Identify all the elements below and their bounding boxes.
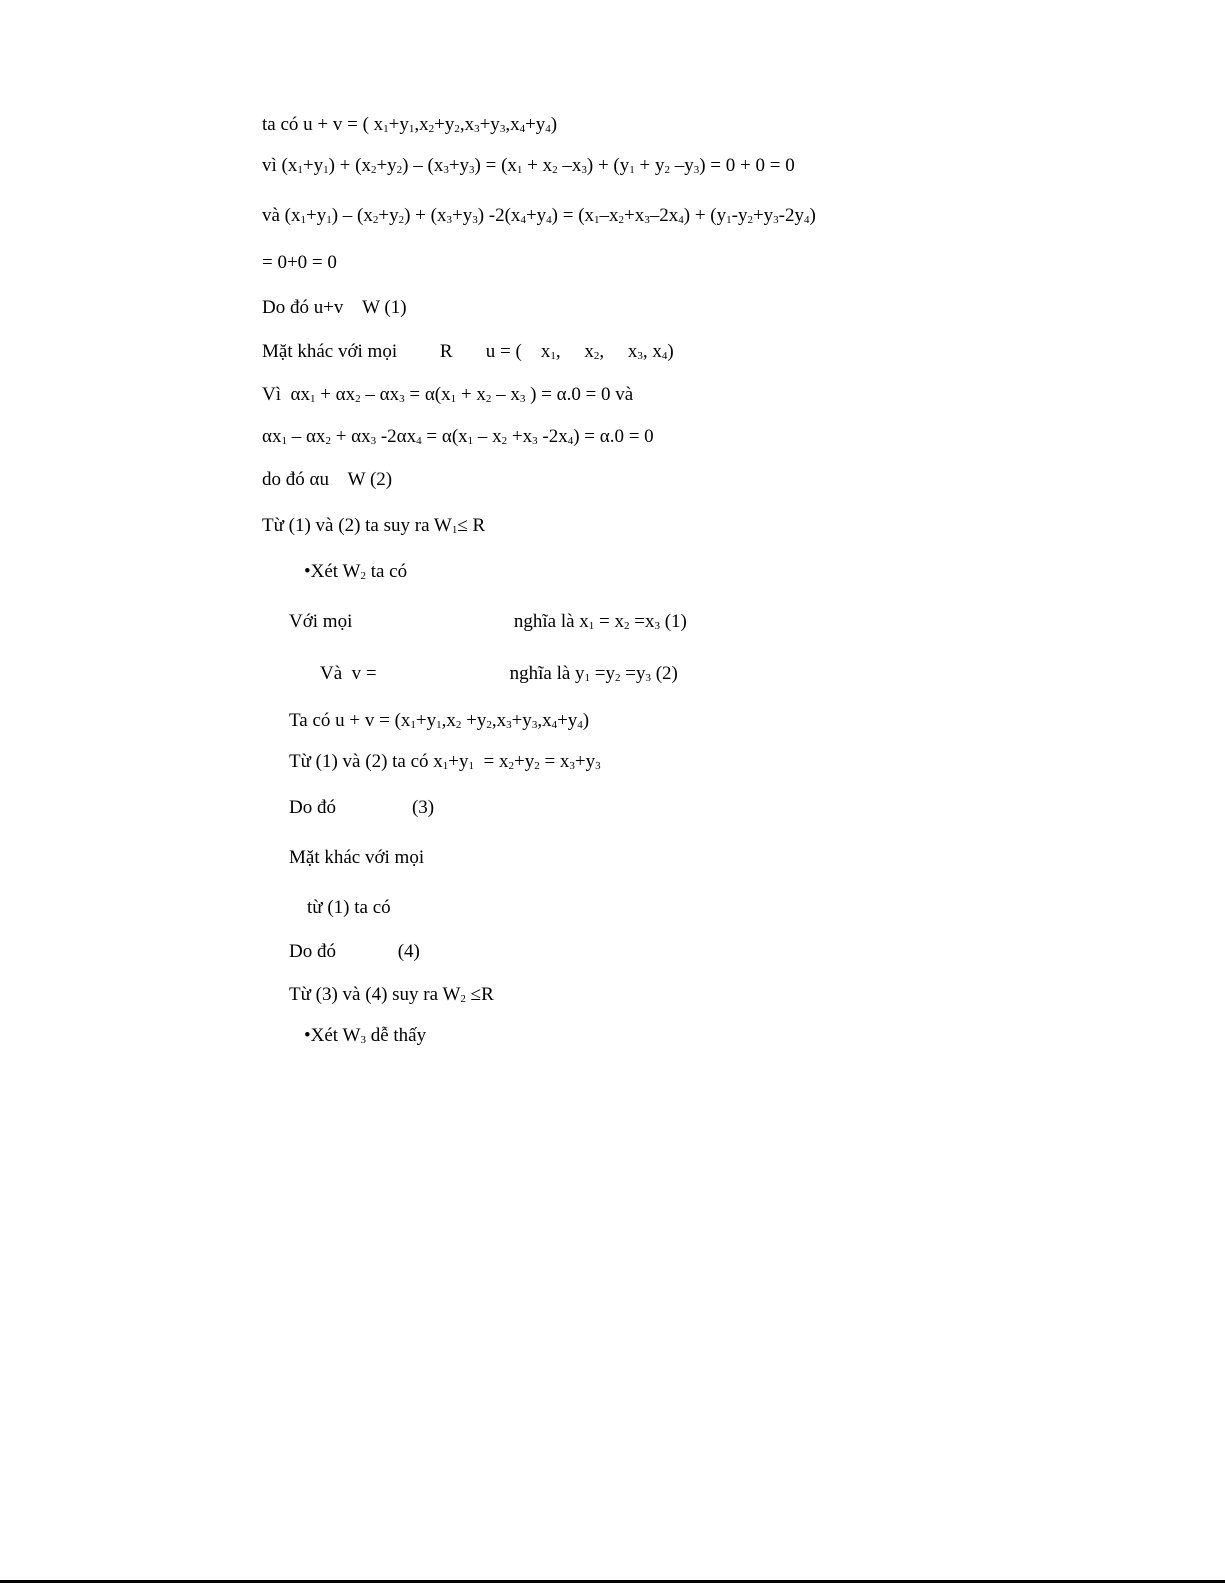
subscript: 2 [618,214,625,226]
text-run: + y [634,155,665,176]
text-run: +y [448,155,470,176]
text-run: ,x [414,114,429,135]
text-run: ) = α.0 = 0 và [525,384,634,405]
subscript: 3 [399,393,405,405]
text-run: ) [550,114,558,135]
text-run: Với mọi nghĩa là x [289,611,589,632]
text-run: Ta có u + v = (x [289,710,411,731]
bottom-divider [0,1580,1225,1583]
subscript: 2 [398,214,405,226]
subscript: 1 [450,393,457,405]
subscript: 3 [446,214,452,226]
subscript: 2 [624,620,630,632]
subscript: 3 [595,760,601,772]
text-run: vì (x [262,155,298,176]
text-run: từ (1) ta có [307,897,391,918]
text-run: ) [582,710,590,731]
text-run: = α(x [421,426,468,447]
subscript: 2 [325,435,331,447]
text-run: ) [809,205,816,226]
subscript: 2 [664,164,670,176]
subscript: 3 [645,672,651,684]
text-run: -2y [778,205,804,226]
text-run: –2x [649,205,679,226]
text-line [262,468,392,492]
text-run: và (x [262,205,301,226]
text-line [289,796,434,820]
text-run: -y [731,205,748,226]
text-run: ≤R [465,984,494,1005]
text-run: + x [456,384,486,405]
text-run: = x [474,751,509,772]
subscript: 3 [581,164,587,176]
subscript: 1 [467,435,474,447]
text-run: ≤ R [457,515,486,536]
text-run: +y [557,710,578,731]
subscript: 2 [396,164,403,176]
subscript: 4 [577,719,583,731]
text-run: – x [473,426,502,447]
text-run: ) – (x [402,155,444,176]
subscript: 4 [661,350,668,362]
text-run: -2αx [376,426,417,447]
text-run: +y [376,155,397,176]
text-run: ) + (x [404,205,447,226]
text-run: Mặt khác với mọi R u = ( x [262,341,551,362]
subscript: 2 [454,123,460,135]
text-run: = α(x [404,384,451,405]
subscript: 4 [678,214,684,226]
subscript: 3 [499,123,506,135]
text-line [289,709,589,733]
text-line [262,383,633,407]
subscript: 2 [460,993,466,1005]
subscript: 1 [451,524,458,536]
subscript: 1 [326,214,332,226]
subscript: 2 [360,570,366,582]
subscript: 3 [472,214,478,226]
subscript: 1 [300,214,307,226]
subscript: 3 [532,435,538,447]
text-run: –x [599,205,619,226]
subscript: 3 [469,164,475,176]
text-line [262,514,485,538]
subscript: 3 [370,435,377,447]
subscript: 2 [486,719,492,731]
subscript: 1 [726,214,732,226]
text-run: ta có u + v = ( x [262,114,384,135]
text-run: ) [667,341,674,362]
text-run: Do đó (3) [289,797,435,818]
text-run: , x [599,341,638,362]
subscript: 3 [360,1034,366,1046]
subscript: 1 [550,350,556,362]
text-run: ,x [491,710,507,731]
subscript: 1 [468,760,475,772]
text-run: + αx [315,384,356,405]
text-run: ) + (x [328,155,371,176]
text-run: Do đó (4) [289,941,420,962]
text-run: +y [513,751,535,772]
subscript: 1 [442,760,449,772]
subscript: 2 [370,164,377,176]
text-run: +y [434,114,455,135]
subscript: 2 [428,123,435,135]
text-run: +y [752,205,774,226]
text-run: ) = (x [474,155,517,176]
text-line [262,251,337,275]
text-run: –x [557,155,582,176]
text-run: +x [507,426,533,447]
text-line [262,296,407,320]
text-run: +y [306,205,327,226]
subscript: 2 [508,760,514,772]
text-run: Do đó u+v W (1) [262,297,407,318]
text-line [262,204,816,228]
subscript: 1 [383,123,389,135]
subscript: 2 [534,760,540,772]
text-run: –y [669,155,694,176]
subscript: 4 [416,435,422,447]
subscript: 3 [531,719,538,731]
subscript: 1 [594,214,600,226]
subscript: 1 [588,620,595,632]
subscript: 3 [637,350,643,362]
text-line [262,425,654,449]
text-run: Và v = nghĩa là y [320,663,585,684]
text-run: ) + (y [586,155,630,176]
text-run: – αx [360,384,400,405]
text-run: +y [378,205,399,226]
text-run: – x [491,384,520,405]
text-run: Mặt khác với mọi [289,847,425,868]
text-run: ) = (x [551,205,595,226]
text-line [289,610,687,634]
subscript: 2 [455,719,462,731]
subscript: 4 [519,123,526,135]
subscript: 1 [584,672,591,684]
text-line [320,662,678,686]
subscript: 2 [355,393,361,405]
text-run: •Xét W [304,1025,361,1046]
text-run: (2) [650,663,678,684]
text-run: Vì αx [262,384,310,405]
text-run: + αx [330,426,371,447]
text-run: Từ (1) và (2) ta có x [289,751,443,772]
text-run: ) -2(x [477,205,521,226]
subscript: 1 [408,123,415,135]
subscript: 1 [297,164,303,176]
subscript: 3 [443,164,449,176]
text-run: ) – (x [331,205,373,226]
text-run: , x [555,341,594,362]
subscript: 3 [506,719,512,731]
subscript: 2 [552,164,558,176]
text-run: +y [388,114,409,135]
text-run: +y [302,155,324,176]
text-run: +y [448,751,469,772]
text-run: + x [522,155,553,176]
text-run: = 0+0 = 0 [262,252,337,273]
text-line [262,154,795,178]
text-run: +y [525,114,546,135]
subscript: 4 [804,214,810,226]
text-run: +y [461,710,487,731]
subscript: 1 [323,164,329,176]
text-run: αx [262,426,282,447]
subscript: 2 [593,350,600,362]
text-run: ) = 0 + 0 = 0 [699,155,795,176]
subscript: 1 [281,435,287,447]
subscript: 4 [567,435,574,447]
subscript: 4 [520,214,526,226]
subscript: 4 [545,123,551,135]
text-line [304,1024,426,1048]
text-run: do đó αu W (2) [262,469,393,490]
text-run: (1) [659,611,687,632]
subscript: 3 [693,164,700,176]
text-run: -2x [537,426,568,447]
text-run: ,x [537,710,552,731]
text-run: = x [539,751,570,772]
subscript: 2 [747,214,753,226]
text-run: ta có [365,561,408,582]
subscript: 1 [516,164,523,176]
subscript: 1 [629,164,635,176]
text-run: +y [511,710,532,731]
text-run: ,x [459,114,475,135]
subscript: 4 [551,719,558,731]
subscript: 1 [309,393,316,405]
text-line [262,113,557,137]
subscript: 3 [644,214,650,226]
subscript: 1 [410,719,416,731]
text-line [289,750,601,774]
text-run: +y [451,205,473,226]
text-run: =x [629,611,655,632]
text-run: +y [525,205,547,226]
text-run: ,x [441,710,456,731]
text-run: ) = α.0 = 0 [573,426,654,447]
text-run: dễ thấy [365,1025,427,1046]
text-run: =y [620,663,646,684]
text-line [289,983,494,1007]
text-run: +y [574,751,596,772]
text-run: = x [594,611,624,632]
text-line [304,560,407,584]
text-line [262,340,674,364]
text-run: Từ (3) và (4) suy ra W [289,984,461,1005]
subscript: 3 [773,214,779,226]
subscript: 2 [485,393,492,405]
text-line [289,940,420,964]
text-run: =y [590,663,616,684]
text-run: •Xét W [304,561,361,582]
text-run: +x [624,205,645,226]
subscript: 3 [569,760,575,772]
subscript: 1 [436,719,442,731]
text-run: Từ (1) và (2) ta suy ra W [262,515,452,536]
text-run: +y [479,114,500,135]
text-run: – αx [286,426,326,447]
subscript: 3 [474,123,480,135]
subscript: 3 [654,620,660,632]
text-run: ) + (y [683,205,727,226]
text-line [289,846,424,870]
subscript: 2 [615,672,621,684]
text-run: , x [642,341,662,362]
subscript: 2 [372,214,379,226]
subscript: 4 [546,214,552,226]
subscript: 2 [501,435,508,447]
text-run: +y [415,710,437,731]
subscript: 3 [519,393,526,405]
text-line [307,896,391,920]
text-run: ,x [505,114,520,135]
